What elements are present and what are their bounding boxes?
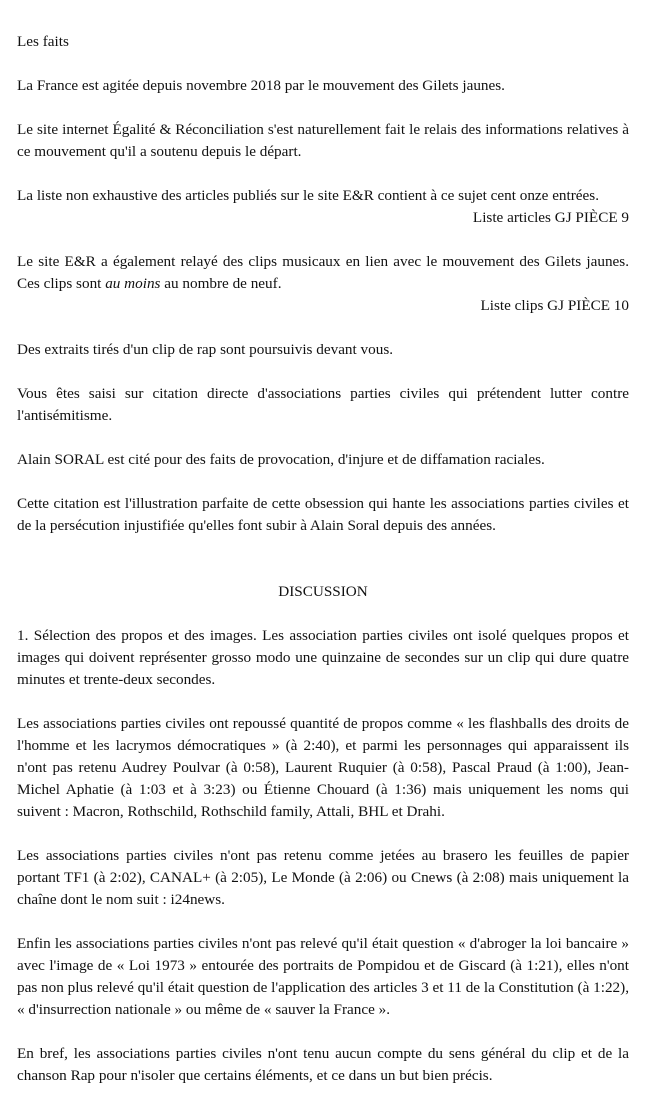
document-page bbox=[17, 31, 629, 1109]
paragraph: Vous êtes saisi sur citation directe d'associations parties civiles qui prétendent lutter contre l'antisémitisme. bbox=[17, 385, 629, 424]
paragraph: 1. Sélection des propos et des images. Les association parties civiles ont isolé quelques propos et images qui doivent représenter grosso modo une quinzaine de secondes sur un clip qui dure quatre minutes et trente-deux secondes. bbox=[17, 627, 629, 688]
paragraph: La France est agitée depuis novembre 2018 par le mouvement des Gilets jaunes. bbox=[17, 77, 505, 94]
paragraph bbox=[17, 251, 629, 295]
paragraph: Enfin les associations parties civiles n'ont pas relevé qu'il était question « d'abroger la loi bancaire » avec l'image de « Loi 1973 » entourée des portraits de Pompidou et de Giscard (à 1:21), elles n'ont pas non plus relevé qu'il était question de l'application des articles 3 et 11 de la Constitution (à 1:22), « d'insurrection nationale » ou même de « sauver la France ». bbox=[17, 935, 629, 1018]
exhibit-reference: Liste articles GJ PIÈCE 9 bbox=[472, 209, 629, 226]
paragraph: Alain SORAL est cité pour des faits de provocation, d'injure et de diffamation raciales. bbox=[17, 451, 545, 468]
paragraph: Les associations parties civiles ont repoussé quantité de propos comme « les flashballs des droits de l'homme et les lacrymos démocratiques » (à 2:40), et parmi les personnages qui apparaissent ils n'ont pas retenu Audrey Poulvar (à 0:58), Laurent Ruquier (à 0:58), Pascal Praud (à 1:00), Jean-Michel Aphatie (à 1:03 et à 3:23) ou Étienne Chouard (à 1:36) mais uniquement les noms qui suivent : Macron, Rothschild, Rothschild family, Attali, BHL et Drahi. bbox=[17, 715, 629, 820]
section-heading-facts: Les faits bbox=[17, 33, 69, 50]
section-heading-discussion: DISCUSSION bbox=[278, 583, 368, 600]
exhibit-reference: Liste clips GJ PIÈCE 10 bbox=[480, 297, 629, 314]
paragraph: Cette citation est l'illustration parfaite de cette obsession qui hante les associations parties civiles et de la persécution injustifiée qu'elles font subir à Alain Soral depuis des années. bbox=[17, 495, 629, 534]
emphasis-text: au moins bbox=[105, 275, 161, 292]
paragraph: En bref, les associations parties civiles n'ont tenu aucun compte du sens général du clip et de la chanson Rap pour n'isoler que certains éléments, et ce dans un but bien précis. bbox=[17, 1045, 629, 1084]
paragraph: La liste non exhaustive des articles publiés sur le site E&R contient à ce sujet cent onze entrées. bbox=[17, 187, 599, 204]
paragraph: Des extraits tirés d'un clip de rap sont poursuivis devant vous. bbox=[17, 341, 394, 358]
paragraph: Le site internet Égalité & Réconciliation s'est naturellement fait le relais des informations relatives à ce mouvement qu'il a soutenu depuis le départ. bbox=[17, 121, 629, 160]
paragraph: Les associations parties civiles n'ont pas retenu comme jetées au brasero les feuilles de papier portant TF1 (à 2:02), CANAL+ (à 2:05), Le Monde (à 2:06) ou Cnews (à 2:08) mais uniquement la chaîne dont le nom suit : i24news. bbox=[17, 847, 629, 908]
paragraph-text: au nombre de neuf. bbox=[160, 275, 282, 292]
spacer bbox=[17, 559, 629, 581]
paragraph-text: Le site E&R a également relayé des clips musicaux en lien avec le mouvement des Gilets jaunes. Ces clips sont bbox=[17, 253, 629, 292]
